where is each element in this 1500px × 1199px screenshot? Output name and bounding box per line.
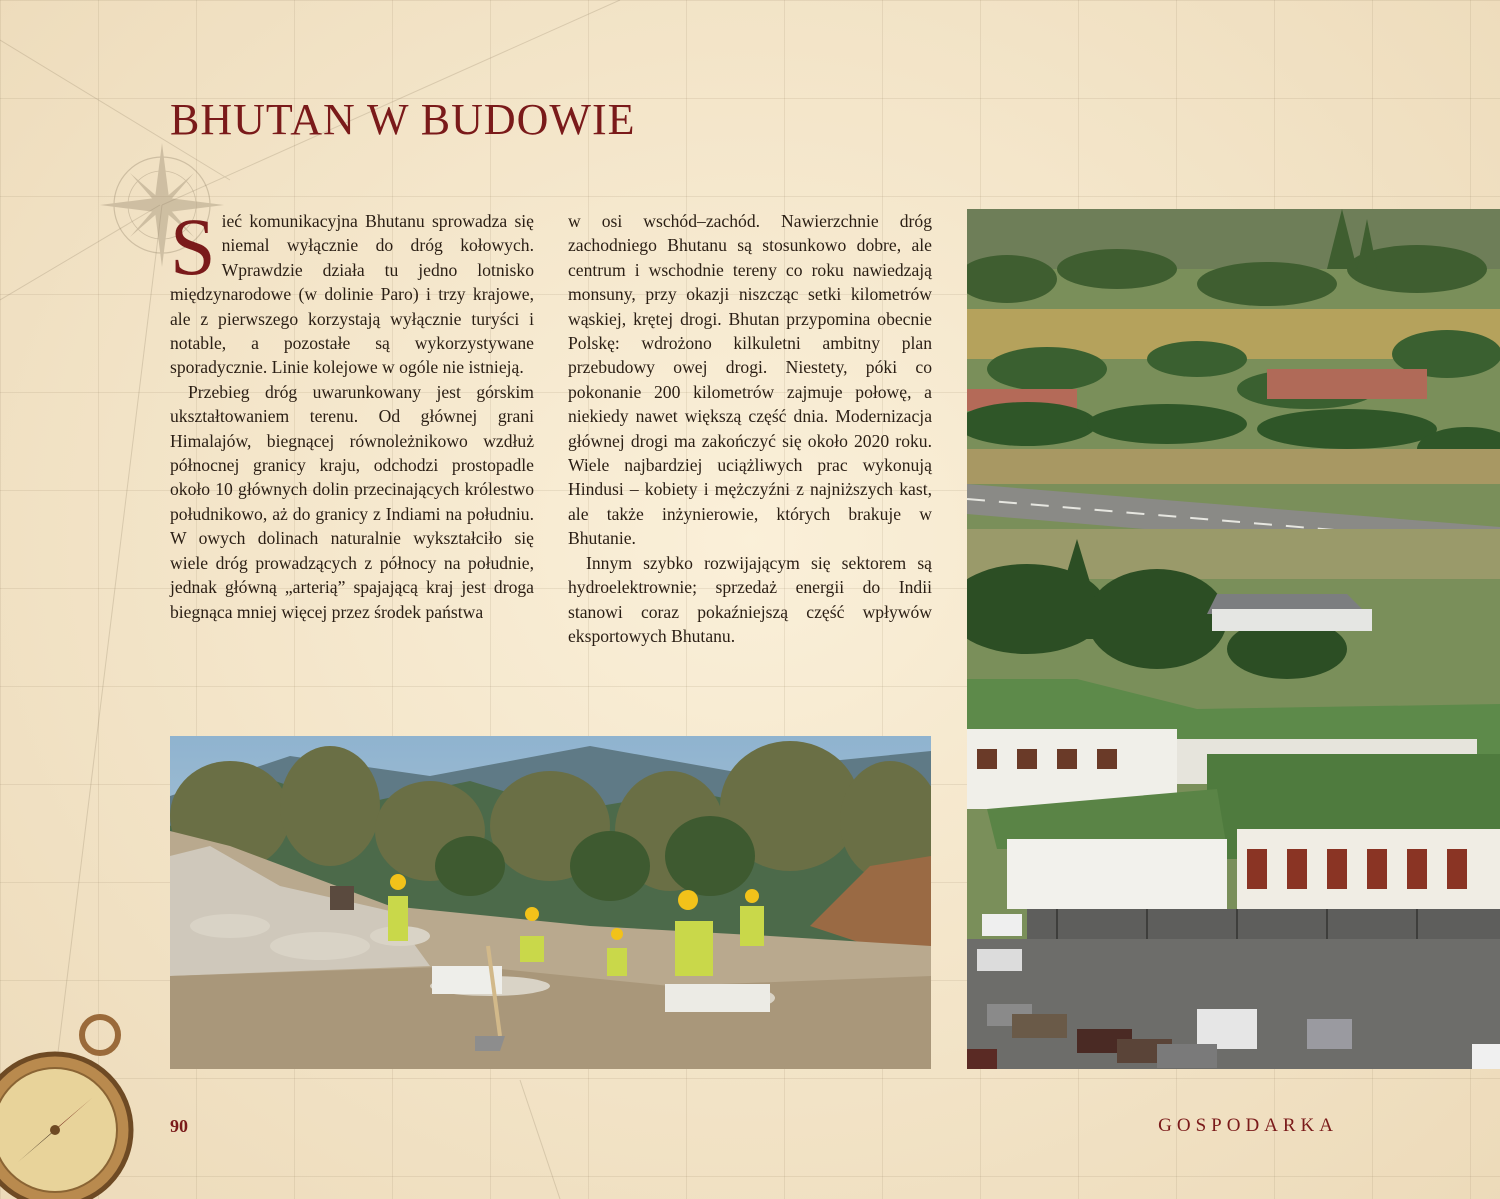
paragraph <box>170 201 534 380</box>
paragraph-text: ieć komunikacyjna Bhutanu sprowadza się niemal wyłącznie do dróg kołowych. Wprawdzie działa tu jedno lotnisko międzynarodowe (w dolinie Paro) i trzy krajowe, ale z pierwszego korzystają wyłącznie turyści i notable, a pozostałe są wykorzystywane sporadycznie. Linie kolejowe w ogóle nie istnieją. <box>170 211 534 378</box>
paragraph: w osi wschód–zachód. Nawierzchnie dróg zachodniego Bhutanu są stosunkowo dobre, ale centrum i wschodnie tereny co roku nawiedzają monsuny, przy okazji niszcząc setki kilometrów wąskiej, krętej drogi. Bhutan przypomina obecnie Polskę: wdrożono kilkuletni ambitny plan przebudowy owej drogi. Niestety, póki co pokonanie 200 kilometrów zajmuje połowę, a niekiedy nawet większą część dnia. Modernizacja głównej drogi ma zakończyć się około 2020 roku. Wiele najbardziej uciążliwych prac wykonują Hindusi – kobiety i mężczyźni z najniższych kast, ale także inżynierowie, których brakuje w Bhutanie. <box>568 211 932 549</box>
drop-cap: S <box>170 201 216 292</box>
section-name: GOSPODARKA <box>1158 1115 1338 1136</box>
page-title: BHUTAN W BUDOWIE <box>170 95 636 144</box>
text-column-2 <box>568 209 932 648</box>
text-column-1 <box>170 201 534 624</box>
page-number: 90 <box>170 1116 188 1136</box>
photo-road-workers <box>170 736 931 1069</box>
paragraph: Innym szybko rozwijającym się sektorem są hydroelektrownie; sprzedaż energii do Indii stanowi coraz pokaźniejszą część wpływów eksportowych Bhutanu. <box>568 552 932 646</box>
paragraph: Przebieg dróg uwarunkowany jest górskim ukształtowaniem terenu. Od głównej grani Himalajów, biegnącej równoleżnikowo wzdłuż północnej granicy kraju, odchodzi prostopadle około 10 głównych dolin przecinających królestwo południkowo, aż do granicy z Indiami na południu. W owych dolinach naturalnie wykształciło się wiele dróg prowadzących z północy na południe, jednak główną „arterią” spajającą kraj jest droga biegnąca mniej więcej przez środek państwa <box>170 381 534 622</box>
pocket-compass-icon <box>0 1017 131 1199</box>
photo-paro-airport <box>967 209 1500 1069</box>
